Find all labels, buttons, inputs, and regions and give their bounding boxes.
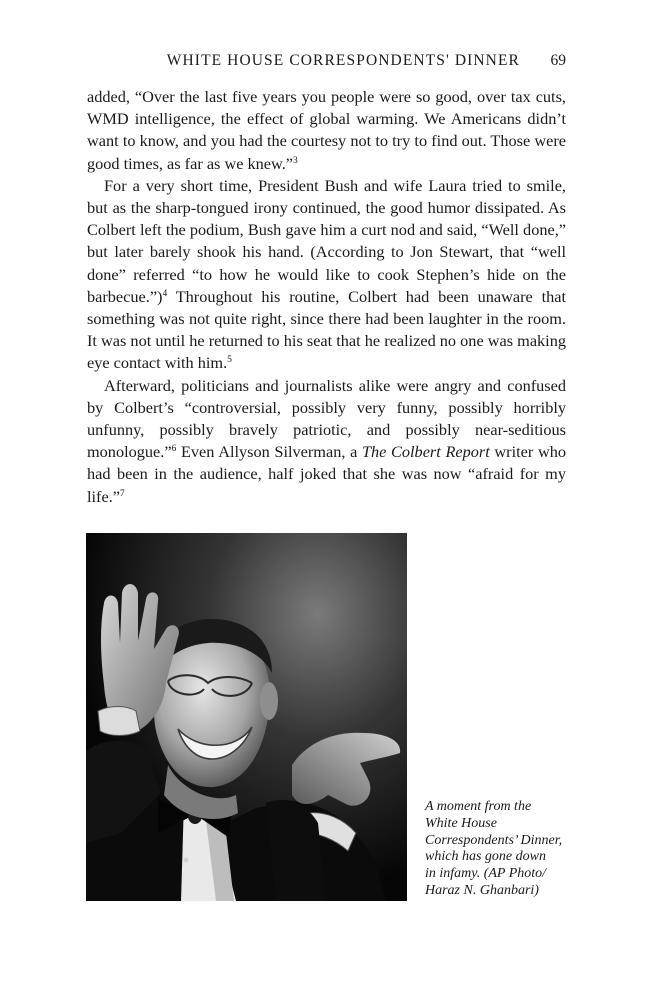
publication-title: The Colbert Report [361,442,490,462]
footnote-ref-5: 5 [227,355,232,366]
paragraph-3-text-c: writer who had been in the audience, half joked that she was now “afraid for my life.” [87,442,567,506]
page-number: 69 [550,52,566,69]
paragraph-3-text-b: Even Allyson Silverman, a [176,442,362,462]
ear [260,682,278,720]
left-cuff [98,707,140,736]
dinner-photo [86,533,407,901]
paragraph-3 [87,375,566,508]
paragraph-1 [87,86,566,175]
footnote-ref-3: 3 [293,155,298,166]
paragraph-2 [87,175,566,375]
shirt-stud [184,858,189,863]
paragraph-2-text-a: For a very short time, President Bush and wife Laura tried to smile, but as the sharp-tongued irony continued, the good humor dissipated. As Colbert left the podium, Bush gave him a curt nod and said, “Well done,” but later barely shook his hand. (According to Jon Stewart, that “well done” referred “to how he would like to cook Stephen’s hide on the barbecue.”) [87,175,566,306]
body-text [87,86,566,508]
paragraph-2-text-b: Throughout his routine, Colbert had been unaware that something was not quite right, since there had been laughter in the room. It was not until he returned to his seat that he realized no one was making eye contact with him. [87,286,566,373]
photo-caption: A moment from the White House Correspondents’ Dinner, which has gone down in infamy. (AP Photo/ Haraz N. Ghanbari) [425,799,563,898]
footnote-ref-7: 7 [120,488,125,499]
paragraph-3-text-a: Afterward, politicians and journalists alike were angry and confused by Colbert’s “controversial, possibly very funny, possibly horribly unfunny, possibly bravely patriotic, and possibly near-seditious monologue.” [87,375,566,462]
photo-illustration [86,533,407,901]
footnote-ref-6: 6 [171,444,177,455]
footnote-ref-4: 4 [162,288,168,299]
running-head [0,52,566,74]
running-title: WHITE HOUSE CORRESPONDENTS' DINNER [166,52,520,69]
paragraph-1-text: added, “Over the last five years you people were so good, over tax cuts, WMD intelligence, the effect of global warming. We Americans didn’t want to know, and you had the courtesy not to try to find out. Those were good times, as far as we knew.” [87,87,566,173]
